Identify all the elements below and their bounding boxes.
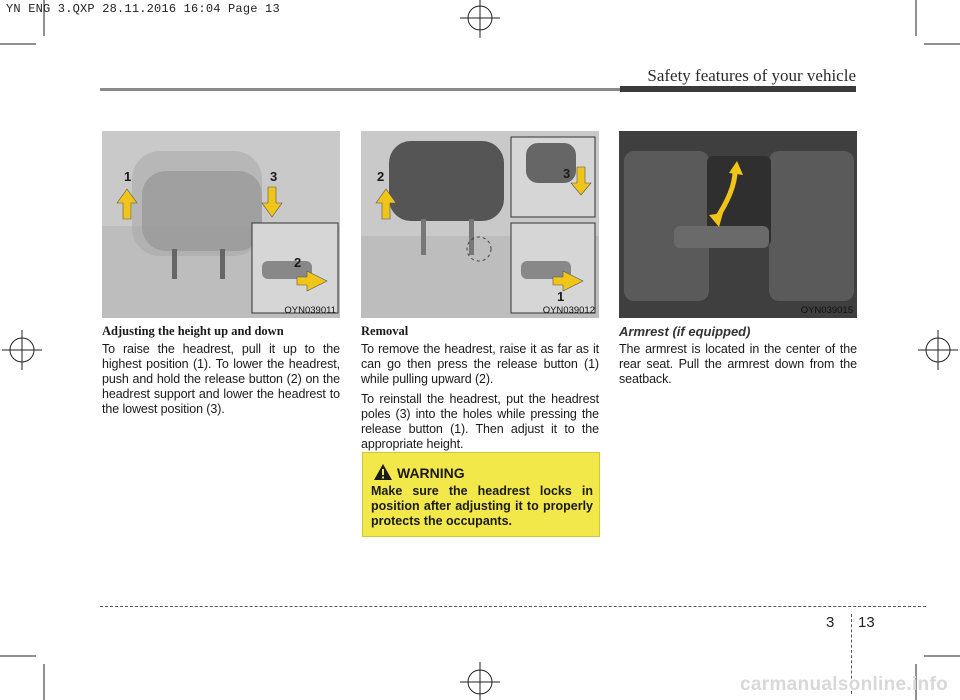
paragraph: To raise the headrest, pull it up to the highest position (1). To lower the headrest, push and hold the release button (2) on the headrest support and lower the headrest to the lowest position (3). xyxy=(102,342,340,416)
page-number: 13 xyxy=(858,614,875,631)
figure-headrest-adjust xyxy=(102,131,340,318)
heading-armrest: Armrest (if equipped) xyxy=(619,324,751,339)
paragraph: The armrest is located in the center of the rear seat. Pull the armrest down from the seatback. xyxy=(619,342,857,386)
down-arrow-icon xyxy=(262,187,282,217)
figure-code: OYN039012 xyxy=(542,305,595,316)
warning-icon xyxy=(373,463,393,481)
column-removal xyxy=(361,324,599,457)
callout-1: 1 xyxy=(124,169,132,184)
figure-headrest-removal xyxy=(361,131,599,318)
heading-height-adjust: Adjusting the height up and down xyxy=(102,324,284,338)
figure-code: OYN039015 xyxy=(800,305,853,316)
footer-rule xyxy=(100,606,926,607)
armrest-illustration xyxy=(619,131,857,318)
heading-removal: Removal xyxy=(361,324,409,338)
chapter-number: 3 xyxy=(826,614,835,631)
callout-1: 1 xyxy=(557,289,565,304)
watermark: carmanualsonline.info xyxy=(740,674,948,695)
figure-code: OYN039011 xyxy=(284,305,336,316)
paragraph: To remove the headrest, raise it as far as it can go then press the release button (1) while pulling upward (2). xyxy=(361,342,599,386)
callout-2: 2 xyxy=(377,169,385,184)
callout-2: 2 xyxy=(294,255,302,270)
warning-text: Make sure the headrest locks in position after adjusting it to properly protects the occupants. xyxy=(371,484,593,528)
figure-armrest xyxy=(619,131,857,318)
print-header: YN ENG 3.QXP 28.11.2016 16:04 Page 13 xyxy=(6,2,280,16)
warning-box xyxy=(362,452,600,537)
callout-3: 3 xyxy=(270,169,278,184)
column-armrest xyxy=(619,324,857,392)
callout-3: 3 xyxy=(563,166,571,181)
section-title: Safety features of your vehicle xyxy=(647,66,856,85)
title-rule-accent xyxy=(620,86,856,92)
warning-title: WARNING xyxy=(397,465,465,481)
paragraph: To reinstall the headrest, put the headrest poles (3) into the holes while pressing the release button (1). Then adjust it to the appropriate height. xyxy=(361,392,599,451)
column-height-adjust xyxy=(102,324,340,422)
title-rule xyxy=(100,88,620,91)
headrest-adjust-illustration xyxy=(102,131,340,318)
